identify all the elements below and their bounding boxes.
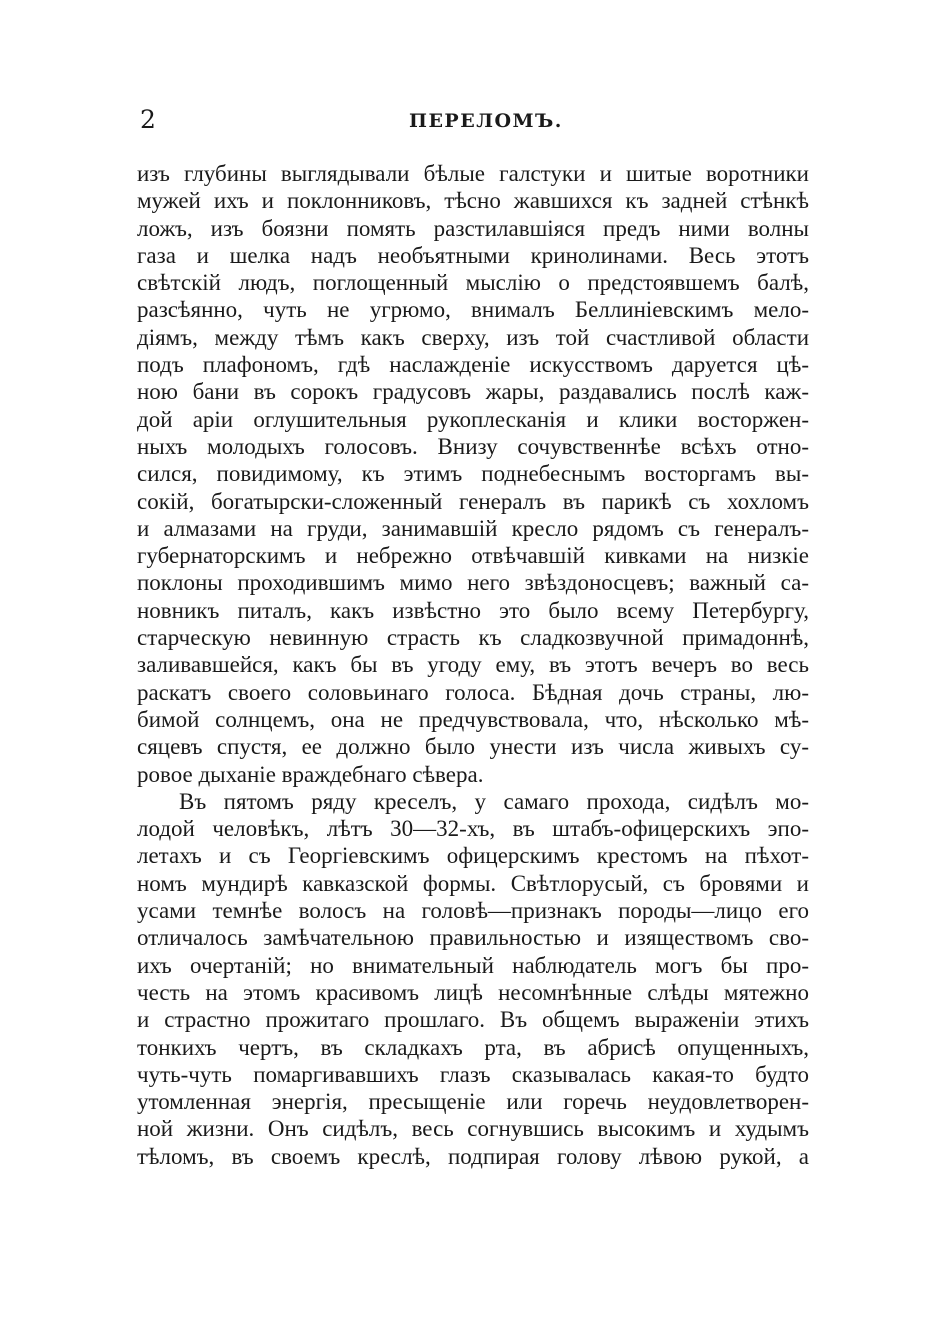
text-line: чуть-чуть помаргивавшихъ глазъ сказывалась какая-то будто <box>137 1061 809 1087</box>
text-line: заливавшейся, какъ бы въ угоду ему, въ этотъ вечеръ во весь <box>137 652 809 678</box>
text-line: сяцевъ спустя, ее должно было унести изъ числа живыхъ су- <box>137 734 809 760</box>
text-line: подъ плафономъ, гдѣ наслажденіе искусствомъ даруется цѣ- <box>137 352 809 378</box>
text-line: ихъ очертаній; но внимательный наблюдатель могъ бы про- <box>137 952 809 978</box>
text-line: изъ глубины выглядывали бѣлые галстуки и шитые воротники <box>137 161 809 186</box>
text-line: губернаторскимъ и небрежно отвѣчавшій кивками на низкіе <box>137 543 809 569</box>
text-line: честь на этомъ красивомъ лицѣ несомнѣнные слѣды мятежно <box>137 979 809 1005</box>
text-line: ныхъ молодыхъ голосовъ. Внизу сочувственнѣе всѣхъ отно- <box>137 433 809 459</box>
text-line: тѣломъ, въ своемъ креслѣ, подпирая голову лѣвою рукой, а <box>137 1143 809 1169</box>
text-line: и алмазами на груди, занимавшій кресло рядомъ съ генералъ- <box>137 515 809 541</box>
text-line: поклоны проходившимъ мимо него звѣздоносцевъ; важный са- <box>137 570 809 596</box>
text-line: мужей ихъ и поклонниковъ, тѣсно жавшихся къ задней стѣнкѣ <box>137 188 809 214</box>
text-line: усами темнѣе волосъ на головѣ—признакъ породы—лицо его <box>137 898 809 924</box>
text-line: ложъ, изъ боязни помять разстилавшіяся предъ ними волны <box>137 215 809 241</box>
text-line: отличалось замѣчательною правильностью и изяществомъ сво- <box>137 925 809 951</box>
text-line: сокій, богатырски-сложенный генералъ въ парикѣ съ хохломъ <box>137 488 809 514</box>
text-line: разсѣянно, чуть не угрюмо, внималъ Беллиніевскимъ мело- <box>137 297 809 323</box>
text-line: діямъ, между тѣмъ какъ сверху, изъ той счастливой области <box>137 324 809 350</box>
text-line: старческую невинную страсть къ сладкозвучной примадоннѣ, <box>137 625 809 651</box>
text-line: свѣтскій людъ, поглощенный мыслію о предстоявшемъ балѣ, <box>137 270 809 296</box>
text-line: дой аріи оглушительныя рукоплесканія и клики восторжен- <box>137 406 809 432</box>
text-line: сился, повидимому, къ этимъ поднебеснымъ восторгамъ вы- <box>137 461 809 487</box>
text-line: ною бани въ сорокъ градусовъ жары, раздавались послѣ каж- <box>137 379 809 405</box>
text-line: ровое дыханіе враждебнаго сѣвера. <box>137 761 484 787</box>
running-title: ПЕРЕЛОМЪ. <box>409 110 563 132</box>
text-line: летахъ и съ Георгіевскимъ офицерскимъ крестомъ на пѣхот- <box>137 843 809 869</box>
text-line: новникъ питалъ, какъ извѣстно это было всему Петербургу, <box>137 597 809 623</box>
text-line: бимой солнцемъ, она не предчувствовала, что, нѣсколько мѣ- <box>137 706 809 732</box>
page-header <box>137 103 809 137</box>
text-line: утомленная энергія, пресыщеніе или горечь неудовлетворен- <box>137 1089 809 1115</box>
body-text <box>137 160 809 1170</box>
text-line: раскатъ своего соловьинаго голоса. Бѣдная дочь страны, лю- <box>137 679 809 705</box>
text-line: тонкихъ чертъ, въ складкахъ рта, въ абрисѣ опущенныхъ, <box>137 1034 809 1060</box>
text-line: Въ пятомъ ряду креселъ, у самаго прохода, сидѣлъ мо- <box>179 788 809 814</box>
text-line: ной жизни. Онъ сидѣлъ, весь согнувшись высокимъ и худымъ <box>137 1116 809 1142</box>
text-line: номъ мундирѣ кавказской формы. Свѣтлорусый, съ бровями и <box>137 870 809 896</box>
text-line: и страстно прожитаго прошлаго. Въ общемъ выраженіи этихъ <box>137 1007 809 1033</box>
text-line: газа и шелка надъ необъятными кринолинами. Весь этотъ <box>137 242 809 268</box>
text-line: лодой человѣкъ, лѣтъ 30—32-хъ, въ штабъ-офицерскихъ эпо- <box>137 816 809 842</box>
page-number: 2 <box>140 105 156 134</box>
